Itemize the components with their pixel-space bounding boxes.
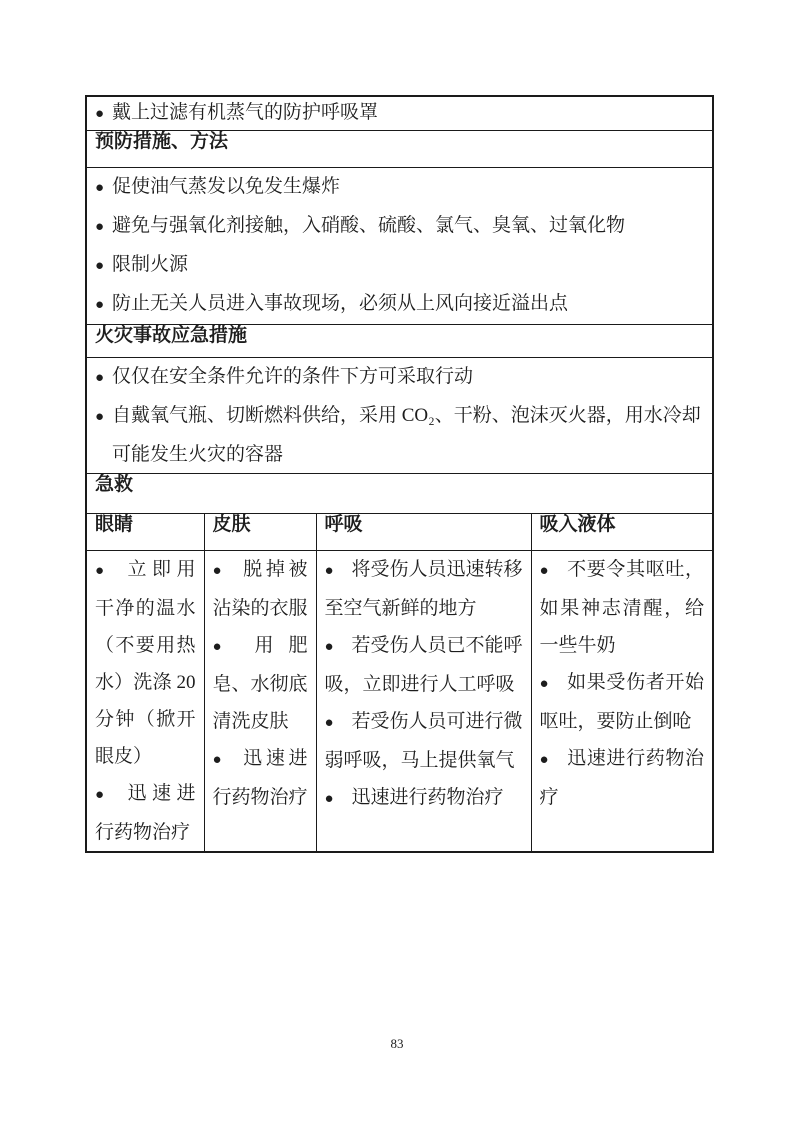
bullet-text: 如果受伤者开始呕吐，要防止倒呛 — [539, 672, 705, 732]
bullet-item — [540, 740, 705, 816]
bullet-item — [213, 740, 308, 816]
bullet-icon: ● — [212, 639, 222, 655]
bullet-text: 自戴氧气瓶、切断燃料供给，采用 CO₂、干粉、泡沫灭火器，用水冷却可能发生火灾的容器 — [112, 405, 701, 465]
bullet-item — [325, 779, 523, 818]
bullet-icon: ● — [539, 563, 549, 579]
bullet-text: 若受伤人员已不能呼吸，立即进行人工呼吸 — [324, 635, 523, 695]
bullet-icon: ● — [212, 752, 222, 768]
bullet-text: 将受伤人员迅速转移至空气新鲜的地方 — [324, 559, 523, 619]
bullet-icon: ● — [539, 752, 549, 768]
bullet-icon: ● — [212, 563, 222, 579]
bullet-text: 防止无关人员进入事故现场，必须从上风向接近溢出点 — [112, 293, 569, 314]
column-header-liquid-intake: 吸入液体 — [531, 514, 713, 551]
bullet-icon: ● — [324, 791, 334, 807]
bullet-item — [213, 551, 308, 627]
column-header-breathing: 呼吸 — [316, 514, 531, 551]
bullet-icon: ● — [95, 106, 105, 122]
first-aid-breathing-cell — [316, 551, 531, 853]
prevention-cell — [86, 168, 713, 325]
bullet-icon: ● — [95, 409, 105, 425]
bullet-text: 促使油气蒸发以免发生爆炸 — [112, 176, 341, 197]
bullet-icon: ● — [95, 297, 105, 313]
bullet-text: 若受伤人员可进行微弱呼吸，马上提供氧气 — [324, 711, 523, 771]
bullet-item — [95, 246, 704, 285]
bullet-text: 不要令其呕吐，如果神志清醒，给一些牛奶 — [539, 559, 705, 656]
fire-emergency-cell — [86, 358, 713, 474]
respirator-cell — [86, 96, 713, 131]
section-header-fire-emergency: 火灾事故应急措施 — [86, 325, 713, 358]
bullet-icon: ● — [324, 639, 334, 655]
bullet-icon: ● — [95, 180, 105, 196]
bullet-text: 限制火源 — [112, 254, 189, 275]
bullet-item — [325, 551, 523, 627]
bullet-item — [213, 627, 308, 740]
bullet-text: 迅速进行药物治疗 — [95, 783, 196, 843]
section-header-prevention: 预防措施、方法 — [86, 131, 713, 168]
first-aid-eyes-cell — [86, 551, 204, 853]
bullet-item — [95, 285, 704, 324]
bullet-icon: ● — [95, 787, 105, 803]
bullet-item — [95, 207, 704, 246]
bullet-icon: ● — [95, 563, 105, 579]
bullet-icon: ● — [324, 563, 334, 579]
bullet-item — [325, 627, 523, 703]
bullet-text: 立即用干净的温水（不要用热水）洗涤 20 分钟（掀开眼皮） — [95, 559, 196, 767]
bullet-item — [540, 664, 705, 740]
first-aid-liquid-intake-cell — [531, 551, 713, 853]
bullet-item — [95, 775, 196, 851]
safety-measures-table — [85, 95, 714, 853]
bullet-text: 用肥皂、水彻底清洗皮肤 — [212, 635, 308, 732]
bullet-icon: ● — [95, 219, 105, 235]
bullet-item — [95, 551, 196, 775]
bullet-text: 戴上过滤有机蒸气的防护呼吸罩 — [112, 102, 379, 123]
bullet-text: 迅速进行药物治疗 — [539, 748, 705, 808]
first-aid-skin-cell — [204, 551, 316, 853]
page-number: 83 — [390, 1036, 404, 1051]
bullet-icon: ● — [539, 676, 549, 692]
bullet-icon: ● — [95, 258, 105, 274]
column-header-eyes: 眼睛 — [86, 514, 204, 551]
bullet-text: 仅仅在安全条件允许的条件下方可采取行动 — [112, 366, 474, 387]
bullet-item — [95, 397, 704, 473]
bullet-text: 脱掉被沾染的衣服 — [212, 559, 308, 619]
bullet-item — [540, 551, 705, 664]
bullet-item — [95, 358, 704, 397]
bullet-text: 迅速进行药物治疗 — [351, 787, 504, 808]
bullet-item — [95, 168, 704, 207]
section-header-first-aid: 急救 — [86, 474, 713, 514]
bullet-text: 避免与强氧化剂接触，入硝酸、硫酸、氯气、臭氧、过氧化物 — [112, 215, 626, 236]
bullet-icon: ● — [95, 370, 105, 386]
bullet-text: 迅速进行药物治疗 — [212, 748, 308, 808]
bullet-item — [325, 703, 523, 779]
bullet-item — [95, 97, 704, 130]
column-header-skin: 皮肤 — [204, 514, 316, 551]
bullet-icon: ● — [324, 715, 334, 731]
